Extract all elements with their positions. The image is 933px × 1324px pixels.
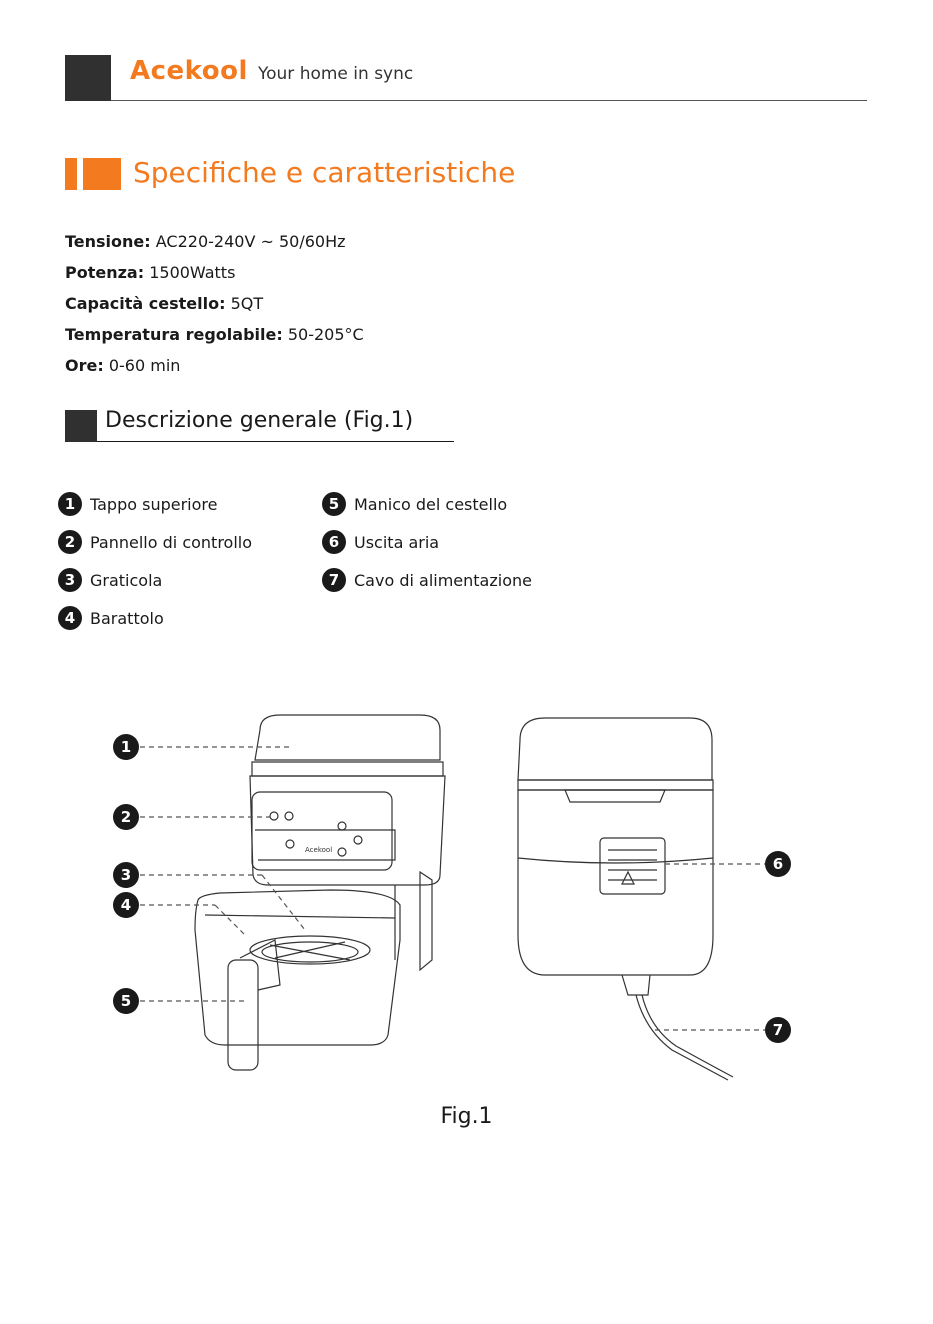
header-rule bbox=[111, 100, 867, 101]
brand-tagline: Your home in sync bbox=[258, 64, 414, 84]
section-marker-large bbox=[83, 158, 121, 190]
svg-text:4: 4 bbox=[120, 896, 132, 914]
back-fryer-drawing bbox=[518, 718, 733, 1080]
front-fryer-drawing bbox=[195, 715, 445, 1070]
part-item-6: 6 Uscita aria bbox=[322, 530, 439, 554]
figure-caption: Fig.1 bbox=[440, 1104, 493, 1129]
callout-2 bbox=[113, 804, 139, 830]
callout-3 bbox=[113, 862, 139, 888]
header-block bbox=[65, 55, 111, 101]
svg-text:7: 7 bbox=[772, 1021, 784, 1039]
spec-capacity: Capacità cestello: 5QT bbox=[65, 294, 264, 313]
callout-7 bbox=[765, 1017, 791, 1043]
specs-title: Specifiche e caratteristiche bbox=[133, 156, 516, 189]
part-item-4: 4 Barattolo bbox=[58, 606, 164, 630]
svg-text:1: 1 bbox=[120, 738, 132, 756]
part-item-2: 2 Pannello di controllo bbox=[58, 530, 252, 554]
svg-text:6: 6 bbox=[772, 855, 784, 873]
section2-marker bbox=[65, 410, 97, 442]
air-fryer-illustration bbox=[0, 690, 933, 1090]
svg-text:2: 2 bbox=[120, 808, 132, 826]
part-item-5: 5 Manico del cestello bbox=[322, 492, 507, 516]
description-title: Descrizione generale (Fig.1) bbox=[105, 408, 414, 433]
description-title-rule bbox=[97, 441, 454, 442]
spec-voltage: Tensione: AC220-240V ~ 50/60Hz bbox=[65, 232, 346, 251]
spec-time: Ore: 0-60 min bbox=[65, 356, 181, 375]
svg-text:5: 5 bbox=[120, 992, 132, 1010]
part-item-7: 7 Cavo di alimentazione bbox=[322, 568, 532, 592]
spec-power: Potenza: 1500Watts bbox=[65, 263, 236, 282]
section-marker-small bbox=[65, 158, 77, 190]
brand-logo: Acekool bbox=[130, 56, 248, 86]
part-item-1: 1 Tappo superiore bbox=[58, 492, 217, 516]
svg-text:3: 3 bbox=[120, 866, 132, 884]
callout-4 bbox=[113, 892, 139, 918]
device-logo: Acekool bbox=[305, 846, 333, 854]
callout-5 bbox=[113, 988, 139, 1014]
callout-6 bbox=[765, 851, 791, 877]
callout-1 bbox=[113, 734, 139, 760]
spec-temperature: Temperatura regolabile: 50-205°C bbox=[65, 325, 364, 344]
part-item-3: 3 Graticola bbox=[58, 568, 162, 592]
